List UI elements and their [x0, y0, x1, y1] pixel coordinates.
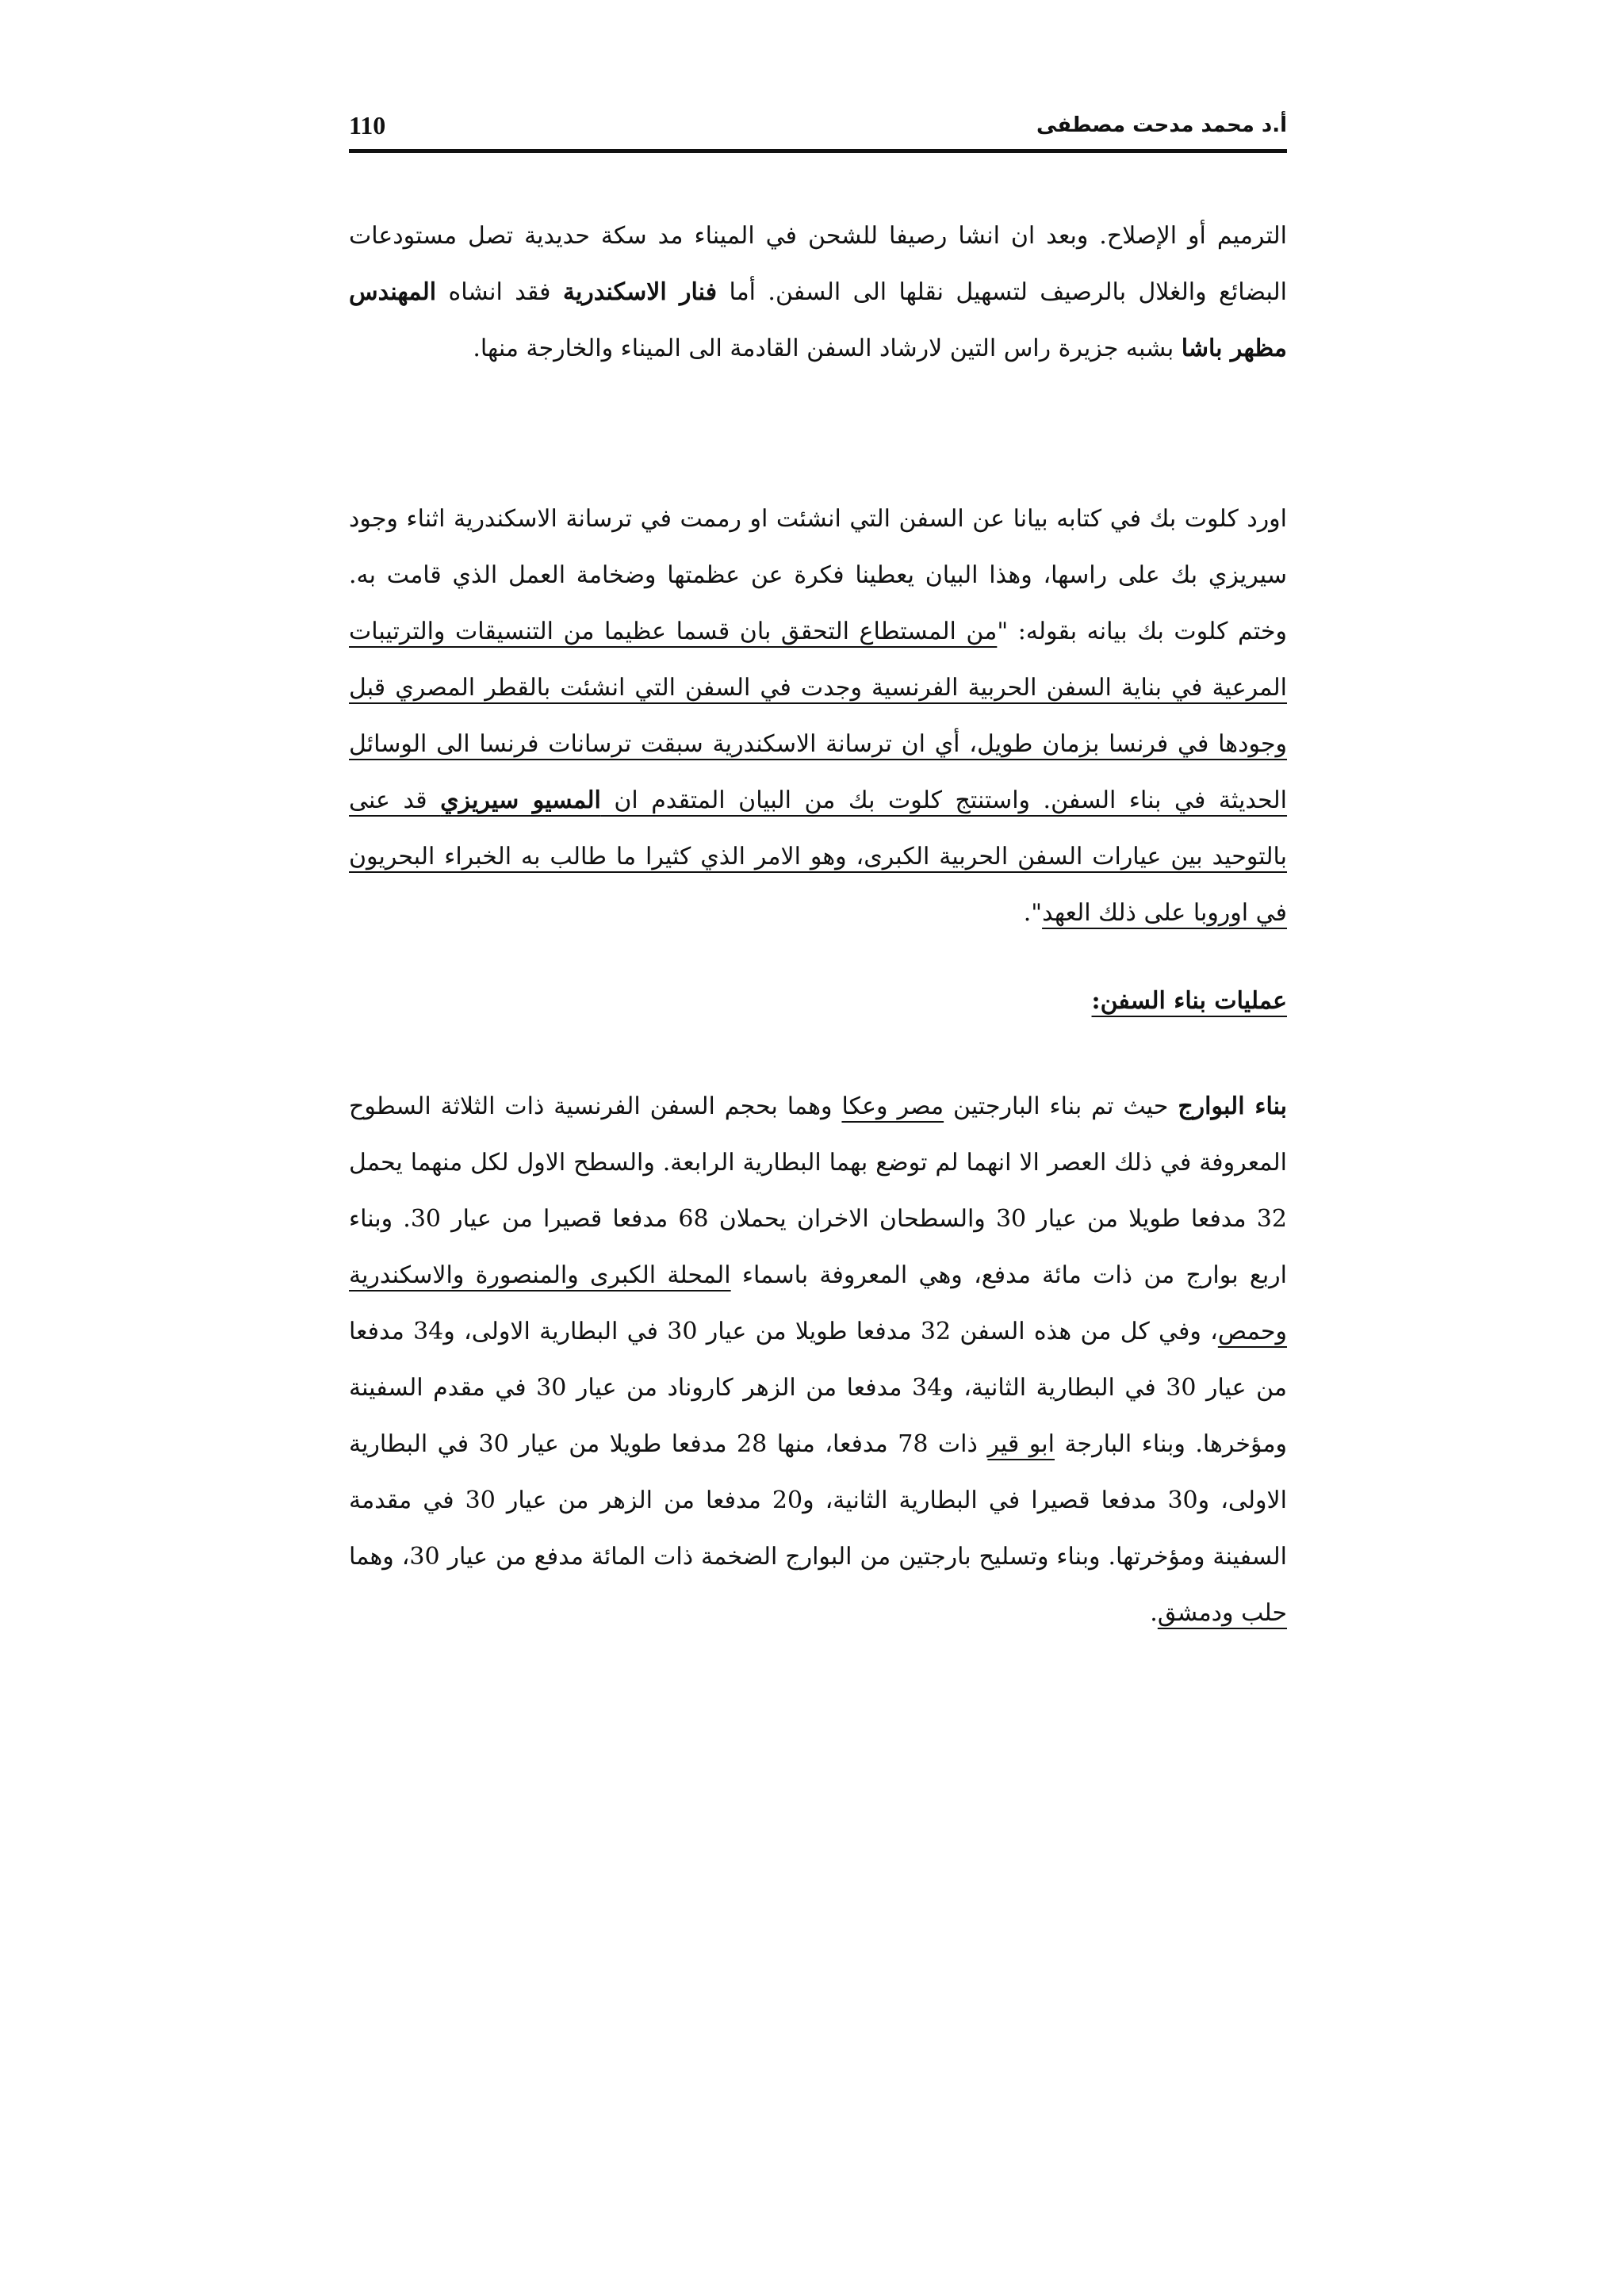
paragraph-harbor — [349, 208, 1287, 377]
bold-term: فنار الاسكندرية — [562, 278, 718, 306]
paragraph-spacer — [349, 1029, 1287, 1078]
underlined-term: حلب ودمشق — [1157, 1599, 1287, 1627]
paragraph-text: ، وفي كل من هذه السفن 32 مدفعا طويلا من عيار 30 في البطارية الاولى، و34 مدفعا من عيار 30 في البطارية الثانية، و34 مدفعا من الزهر كاروناد من عيار 30 في مقدم السفينة ومؤخرها. وبناء البارجة — [349, 1318, 1288, 1458]
paragraph-text: بشبه جزيرة راس التين لارشاد السفن القادمة الى الميناء والخارجة منها. — [473, 335, 1182, 362]
paragraph-text: الترميم أو الإصلاح. وبعد ان انشا رصيفا للشحن في الميناء مد سكة حديدية تصل مستودعات البضائع والغلال بالرصيف لتسهيل نقلها الى السفن. أما — [349, 222, 1287, 306]
paragraph-text: وهما بحجم السفن الفرنسية ذات الثلاثة السطوح المعروفة في ذلك العصر الا انهما لم توضع بهما البطارية الرابعة. والسطح الاول لكل منهما يحمل 32 مدفعا طويلا من عيار 30 والسطحان الاخران يحملان 68 مدفعا قصيرا من عيار 30. وبناء اربع بوارج من ذات مائة مدفع، وهي المعروفة باسماء — [349, 1093, 1287, 1289]
underlined-quote: قد عنى بالتوحيد بين عيارات السفن الحربية الكبرى، وهو الامر الذي كثيرا ما طالب به الخبراء البحريون في اوروبا على ذلك العهد — [349, 786, 1287, 927]
bold-term: المهندس مظهر باشا — [349, 278, 1287, 362]
paragraph-text: ذات 78 مدفعا، منها 28 مدفعا طويلا من عيار 30 في البطارية الاولى، و30 مدفعا قصيرا في البطارية الثانية، و20 مدفعا من الزهر من عيار 30 في مقدمة السفينة ومؤخرتها. وبناء وتسليح بارجتين من البوارج الضخمة ذات المائة مدفع من عيار 30، وهما — [349, 1430, 1287, 1571]
paragraph-spacer — [349, 377, 1287, 491]
underlined-quote: من المستطاع التحقق بان قسما عظيما من التنسيقات والترتيبات المرعية في بناية السفن الحربية الفرنسية وجدت في السفن التي انشئت بالقطر المصري قبل وجودها في فرنسا بزمان طويل، أي ان ترسانة الاسكندرية سبقت ترسانات فرنسا الى الوسائل الحديثة في بناء السفن. واستنتج كلوت بك من البيان المتقدم ان — [349, 618, 1288, 814]
header-author: أ.د محمد مدحت مصطفى — [1036, 113, 1287, 137]
paragraph-text: اورد كلوت بك في كتابه بيانا عن السفن التي انشئت او رممت في ترسانة الاسكندرية اثناء وجود سيريزي بك على راسها، وهذا البيان يعطينا فكرة عن عظمتها وضخامة العمل الذي قامت به. وختم كلوت بك بيانه بقوله: " — [349, 505, 1288, 645]
section-heading: عمليات بناء السفن: — [1091, 987, 1287, 1015]
paragraph-text: ". — [1023, 899, 1043, 927]
paragraph-battleships — [349, 1078, 1287, 1641]
page-header — [349, 101, 1287, 153]
paragraph-text: فقد انشاه — [436, 278, 563, 306]
bold-underlined-term: المسيو سيريزي — [440, 786, 601, 814]
bold-term: بناء البوارج — [1178, 1093, 1287, 1120]
page-body — [349, 208, 1287, 1641]
underlined-term: ابو قير — [987, 1430, 1055, 1458]
page-number: 110 — [349, 110, 386, 140]
underlined-term: مصر وعكا — [841, 1093, 944, 1120]
underlined-term: المحلة الكبرى والمنصورة والاسكندرية وحمص — [349, 1261, 1287, 1345]
paragraph-clot-bey — [349, 491, 1287, 941]
paragraph-text: حيث تم بناء البارجتين — [944, 1093, 1178, 1120]
paragraph-text: . — [1150, 1599, 1158, 1627]
